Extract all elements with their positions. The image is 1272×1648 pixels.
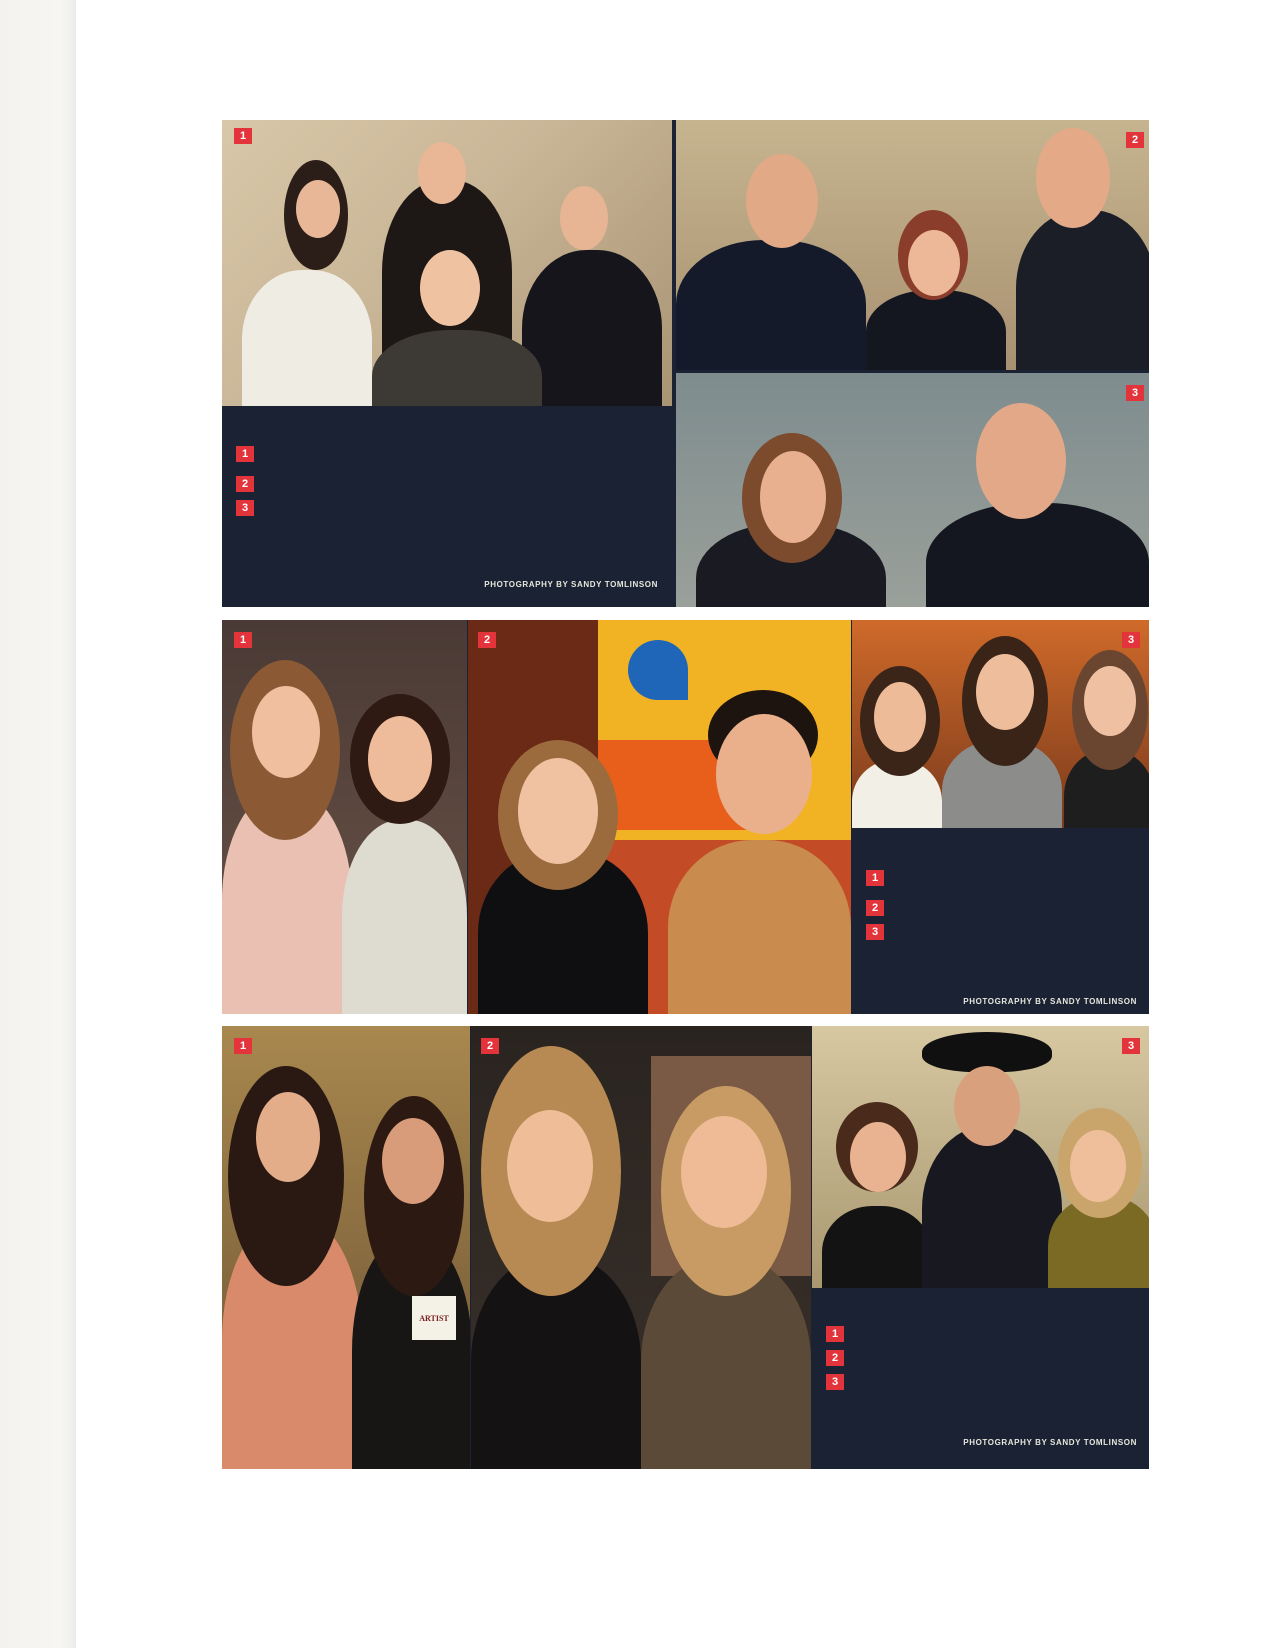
caption-item (866, 870, 1137, 886)
person-face (256, 1092, 320, 1182)
person-face (368, 716, 432, 802)
person-figure (522, 250, 662, 406)
person-face (382, 1118, 444, 1204)
photo-number-badge: 1 (234, 1038, 252, 1054)
person-face (420, 250, 480, 326)
person-figure (866, 290, 1006, 370)
caption-item (236, 500, 658, 516)
photo-credit: PHOTOGRAPHY BY SANDY TOMLINSON (484, 580, 658, 589)
caption-item (826, 1350, 1137, 1366)
caption-number: 2 (236, 476, 254, 492)
person-figure (676, 240, 866, 370)
person-face (1036, 128, 1110, 228)
photo-number-badge: 2 (478, 632, 496, 648)
person-figure (342, 820, 467, 1014)
person-face (850, 1122, 906, 1192)
caption-item (826, 1374, 1137, 1390)
photo-panel-3 (222, 1026, 1149, 1469)
photo-2-3 (852, 620, 1149, 828)
person-face (518, 758, 598, 864)
photo-credit: PHOTOGRAPHY BY SANDY TOMLINSON (963, 1438, 1137, 1447)
person-face (954, 1066, 1020, 1146)
photo-1-3 (676, 373, 1149, 607)
person-figure (242, 270, 372, 406)
person-face (1070, 1130, 1126, 1202)
caption-block-2 (852, 828, 1149, 1014)
person-face (976, 654, 1034, 730)
caption-block-3 (812, 1288, 1149, 1469)
photo-number-badge: 1 (234, 128, 252, 144)
person-face (507, 1110, 593, 1222)
caption-number: 3 (826, 1374, 844, 1390)
person-face (746, 154, 818, 248)
person-figure (1016, 210, 1149, 370)
caption-block-1 (222, 406, 672, 607)
person-figure (822, 1206, 932, 1288)
person-figure (668, 840, 851, 1014)
caption-item (236, 476, 658, 492)
caption-number: 2 (826, 1350, 844, 1366)
caption-number: 1 (826, 1326, 844, 1342)
caption-number: 1 (236, 446, 254, 462)
photo-number-badge: 2 (1126, 132, 1144, 148)
photo-2-2 (468, 620, 851, 1014)
name-tag: ARTIST (412, 1296, 456, 1340)
photo-number-badge: 2 (481, 1038, 499, 1054)
scanned-page-edge (0, 0, 76, 1648)
photo-1-2 (676, 120, 1149, 370)
backdrop-panel (628, 640, 688, 700)
person-face (716, 714, 812, 834)
person-figure (926, 503, 1149, 607)
person-face (296, 180, 340, 238)
person-face (418, 142, 466, 204)
caption-item (866, 924, 1137, 940)
photo-number-badge: 1 (234, 632, 252, 648)
photo-credit: PHOTOGRAPHY BY SANDY TOMLINSON (963, 997, 1137, 1006)
photo-number-badge: 3 (1122, 1038, 1140, 1054)
person-face (976, 403, 1066, 519)
caption-item (236, 446, 658, 462)
person-figure (372, 330, 542, 406)
person-face (681, 1116, 767, 1228)
person-face (1084, 666, 1136, 736)
person-face (252, 686, 320, 778)
photo-3-3 (812, 1026, 1149, 1288)
person-face (560, 186, 608, 250)
photo-3-1 (222, 1026, 470, 1469)
person-face (760, 451, 826, 543)
caption-number: 2 (866, 900, 884, 916)
caption-number: 3 (866, 924, 884, 940)
caption-item (826, 1326, 1137, 1342)
person-face (908, 230, 960, 296)
person-figure (922, 1126, 1062, 1288)
caption-number: 3 (236, 500, 254, 516)
photo-number-badge: 3 (1126, 385, 1144, 401)
person-face (874, 682, 926, 752)
caption-number: 1 (866, 870, 884, 886)
photo-panel-1 (222, 120, 1149, 607)
photo-1-1 (222, 120, 672, 406)
photo-2-1 (222, 620, 467, 1014)
photo-panel-2 (222, 620, 1149, 1014)
photo-number-badge: 3 (1122, 632, 1140, 648)
photo-3-2 (471, 1026, 811, 1469)
caption-item (866, 900, 1137, 916)
